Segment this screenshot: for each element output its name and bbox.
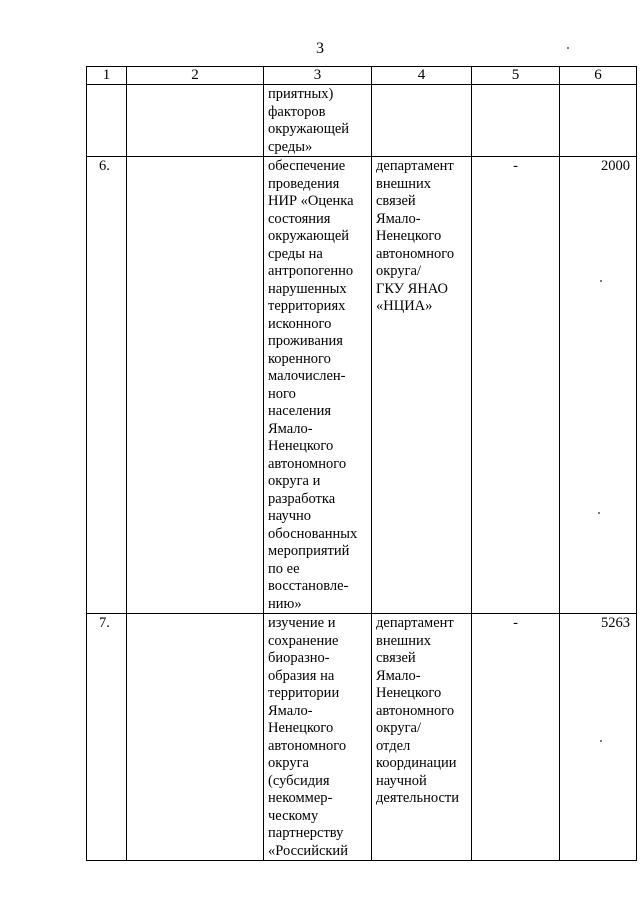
cell-text-line: приятных) xyxy=(268,86,334,102)
cell-text-line: территории xyxy=(268,685,340,701)
cell-text-line: исконного xyxy=(268,315,332,332)
cell-text-line: округа/ xyxy=(376,263,422,279)
cell-text-line: среды» xyxy=(268,138,313,155)
cell-text-line: Ямало- xyxy=(376,210,421,227)
cell-text-line: округа xyxy=(268,755,309,771)
cell-text-line: биоразно- xyxy=(268,650,330,666)
cell-text-line: сохранение xyxy=(268,632,339,649)
column-header-5: 5 xyxy=(472,67,560,85)
cell-text-line: партнерству xyxy=(268,825,344,841)
table-row xyxy=(87,85,637,157)
cell-text-line: восстановле- xyxy=(268,578,349,594)
col2-cell xyxy=(127,157,264,614)
budget-table xyxy=(86,66,637,861)
cell-text-line: внешних xyxy=(376,175,431,192)
cell-text-line: населения xyxy=(268,403,332,419)
cell-text-line: автономного xyxy=(376,702,455,719)
scan-speck xyxy=(600,280,602,282)
cell-text-line: внешних xyxy=(376,632,431,649)
column-header-3: 3 xyxy=(264,67,372,85)
col2-cell xyxy=(127,85,264,157)
cell-text-line: антропогенно xyxy=(268,263,354,279)
table-row xyxy=(87,614,637,861)
amount-cell: 2000 xyxy=(560,157,637,614)
executor-cell xyxy=(372,157,472,614)
col5-cell xyxy=(472,85,560,157)
cell-text-line: Ямало- xyxy=(376,667,421,684)
col5-cell: - xyxy=(472,614,560,861)
row-number-cell: 6. xyxy=(87,157,127,614)
cell-text-line: некоммер- xyxy=(268,790,333,806)
cell-text-line: отдел xyxy=(376,737,411,754)
cell-text-line: нарушенных xyxy=(268,280,347,297)
cell-text-line: состояния xyxy=(268,210,331,227)
cell-text-line: автономного xyxy=(268,455,347,472)
cell-text-line: департамент xyxy=(376,615,454,631)
cell-text-line: связей xyxy=(376,193,416,209)
column-header-1: 1 xyxy=(87,67,127,85)
cell-text-line: координации xyxy=(376,755,457,771)
cell-text-line: автономного xyxy=(268,737,347,754)
cell-text-line: изучение и xyxy=(268,615,336,631)
cell-text-line: НИР «Оценка xyxy=(268,193,354,209)
cell-text-line: проведения xyxy=(268,175,340,192)
cell-text-line: научно xyxy=(268,508,312,524)
scan-speck xyxy=(598,512,600,514)
executor-cell xyxy=(372,614,472,861)
cell-text-line: ГКУ ЯНАО xyxy=(376,280,449,297)
cell-text-line: проживания xyxy=(268,333,343,349)
table-row xyxy=(87,157,637,614)
scan-speck xyxy=(600,740,602,742)
page-number: 3 xyxy=(316,40,324,57)
cell-text-line: «Российский xyxy=(268,842,348,859)
cell-text-line: автономного xyxy=(376,245,455,262)
column-header-6: 6 xyxy=(560,67,637,85)
column-header-4: 4 xyxy=(372,67,472,85)
cell-text-line: окружающей xyxy=(268,121,350,137)
column-header-2: 2 xyxy=(127,67,264,85)
scan-speck xyxy=(567,47,569,49)
cell-text-line: «НЦИА» xyxy=(376,298,433,314)
cell-text-line: разработка xyxy=(268,490,336,507)
cell-text-line: ного xyxy=(268,385,296,402)
cell-text-line: Ямало- xyxy=(268,420,313,437)
col5-cell: - xyxy=(472,157,560,614)
row-number-cell: 7. xyxy=(87,614,127,861)
col2-cell xyxy=(127,614,264,861)
cell-text-line: малочислен- xyxy=(268,368,346,384)
cell-text-line: округа/ xyxy=(376,720,422,736)
cell-text-line: факторов xyxy=(268,103,326,120)
cell-text-line: образия на xyxy=(268,667,335,684)
cell-text-line: Ненецкого xyxy=(376,228,442,244)
cell-text-line: Ненецкого xyxy=(268,438,334,454)
cell-text-line: научной xyxy=(376,772,427,789)
cell-text-line: окружающей xyxy=(268,228,350,244)
cell-text-line: Ненецкого xyxy=(268,720,334,736)
cell-text-line: территориях xyxy=(268,298,346,314)
cell-text-line: Ямало- xyxy=(268,702,313,719)
table-header-row xyxy=(87,67,637,85)
cell-text-line: округа и xyxy=(268,473,321,489)
cell-text-line: обоснованных xyxy=(268,525,358,542)
row-number-cell xyxy=(87,85,127,157)
cell-text-line: (субсидия xyxy=(268,772,330,789)
cell-text-line: нию» xyxy=(268,595,302,612)
cell-text-line: обеспечение xyxy=(268,158,346,174)
cell-text-line: департамент xyxy=(376,158,454,174)
cell-text-line: деятельности xyxy=(376,790,460,806)
cell-text-line: ческому xyxy=(268,807,319,824)
measure-cell xyxy=(264,157,372,614)
amount-cell xyxy=(560,85,637,157)
measure-cell xyxy=(264,614,372,861)
cell-text-line: коренного xyxy=(268,350,331,367)
cell-text-line: мероприятий xyxy=(268,543,350,559)
amount-cell: 5263 xyxy=(560,614,637,861)
cell-text-line: связей xyxy=(376,650,416,666)
cell-text-line: по ее xyxy=(268,560,300,577)
cell-text-line: среды на xyxy=(268,245,323,262)
measure-cell xyxy=(264,85,372,157)
executor-cell xyxy=(372,85,472,157)
cell-text-line: Ненецкого xyxy=(376,685,442,701)
